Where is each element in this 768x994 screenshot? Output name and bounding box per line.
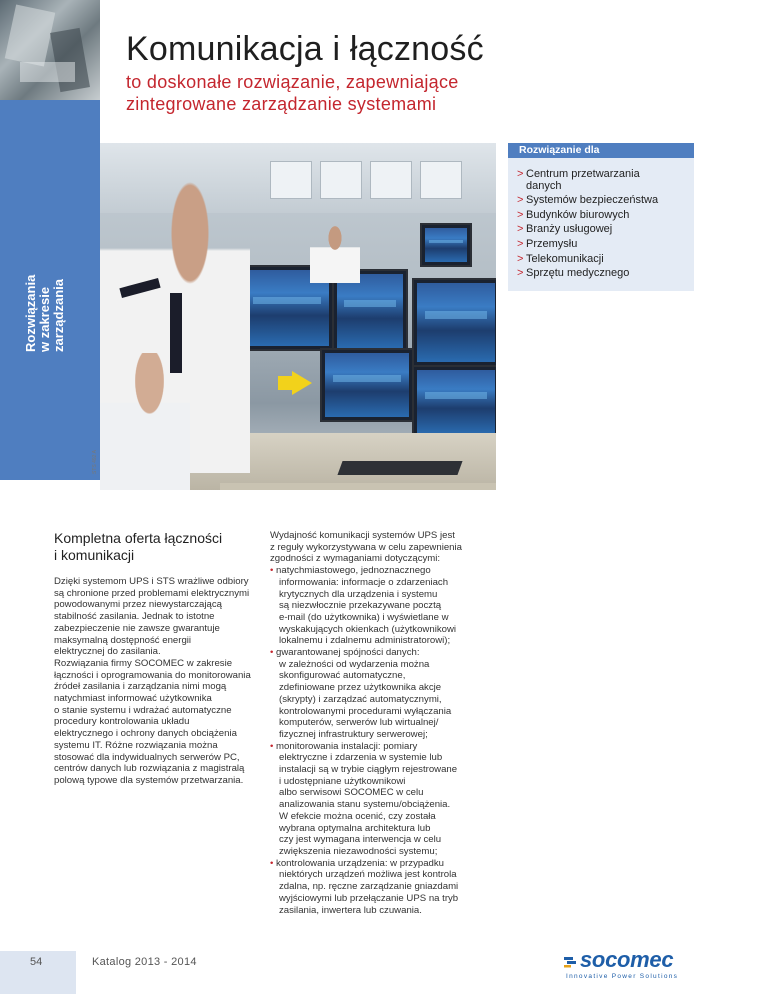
paragraph-line: z reguły wykorzystywana w celu zapewnienia <box>270 541 462 553</box>
paragraph-line: natychmiast informować użytkownika <box>54 693 212 705</box>
page-number: 54 <box>30 956 43 968</box>
bullet-line: • gwarantowanej spójności danych: <box>270 647 420 659</box>
bullet-item <box>270 858 478 917</box>
header-photo <box>0 0 100 100</box>
paragraph-line: elektrycznego i ochrony danych obciążenia <box>54 728 237 740</box>
paragraph-line: stosować dla indywidualnych serwerów PC, <box>54 751 240 763</box>
list-item: > Branży usługowej <box>517 223 613 236</box>
paragraph-line: są chronione przed problemami elektrycznymi <box>54 587 250 599</box>
bullet-line: czy jest wymagana interwencja w celu <box>279 834 442 846</box>
section-title-line: Kompletna oferta łączności <box>54 530 223 546</box>
bullet-line: zdefiniowane przez użytkownika akcje <box>279 682 442 694</box>
bullet-line: • monitorowania instalacji: pomiary <box>270 740 418 752</box>
bullet-line: e-mail (do użytkownika) i wyświetlane w <box>279 611 449 623</box>
bullet-line: i udostępniane użytkownikowi <box>279 775 406 787</box>
subtitle-line: to doskonałe rozwiązanie, zapewniające <box>126 72 459 92</box>
bullet-line: wyjściowymi lub przełączanie UPS na tryb <box>279 892 459 904</box>
paragraph-line: systemu IT. Różne rozwiązania można <box>54 739 218 751</box>
bullet-item <box>270 647 478 741</box>
paragraph-line: o stanie systemu i wdrażać automatyczne <box>54 704 232 716</box>
bullet-line: informowania: informacje o zdarzeniach <box>279 576 449 588</box>
paragraph-line: Dzięki systemom UPS i STS wrażliwe odbiory <box>54 576 249 587</box>
paragraph-line: źródeł zasilania i zarządzania nimi mogą <box>54 681 227 693</box>
paragraph-line: centrów danych lub rozwiązania z magistralą <box>54 763 245 775</box>
side-tab-line: w zakresie <box>37 286 52 352</box>
side-tab-label <box>24 275 66 352</box>
paragraph-line: powodowanymi przez niewystarczającą <box>54 599 222 611</box>
bullet-line: wybrana optymalna architektura lub <box>279 822 431 834</box>
logo-mark-icon <box>564 954 578 968</box>
paragraph-line: zabezpieczenie nie zawsze gwarantuje <box>54 622 220 634</box>
paragraph-line: łączności i oprogramowania do monitorowania <box>54 669 251 681</box>
chevron-right-icon: > <box>517 267 524 280</box>
bullet-icon: • <box>270 740 277 752</box>
bullet-line: zdalna, np. ręczne zarządzanie gniazdami <box>279 881 459 893</box>
bullet-icon: • <box>270 857 277 869</box>
list-item: > Systemów bezpieczeństwa <box>517 194 659 207</box>
bullet-icon: • <box>270 647 277 659</box>
subtitle-line: zintegrowane zarządzanie systemami <box>126 94 437 114</box>
logo-word: socomec <box>580 947 674 972</box>
right-column <box>270 530 478 916</box>
socomec-logo <box>562 949 702 989</box>
left-column <box>54 530 258 787</box>
chevron-right-icon: > <box>517 237 524 250</box>
chevron-right-icon: > <box>517 223 524 236</box>
paragraph-line: Wydajność komunikacji systemów UPS jest <box>270 530 455 541</box>
bullet-line: są niezwłocznie przekazywane pocztą <box>279 600 442 612</box>
paragraph-line: maksymalną dostępność energii <box>54 634 192 646</box>
chevron-right-icon: > <box>517 194 524 207</box>
left-paragraph <box>54 576 258 787</box>
paragraph-line: polową typowe dla systemów przetwarzania. <box>54 774 244 786</box>
bullet-line: skonfigurować automatyczne, <box>279 670 406 682</box>
page-subtitle <box>126 71 459 115</box>
side-tab-line: Rozwiązania <box>23 274 38 352</box>
bullet-line: niektórych urządzeń możliwa jest kontrola <box>279 869 457 881</box>
photo-code: STS 492 A <box>92 450 98 474</box>
bullet-line: fizycznej infrastruktury serwerowej; <box>279 728 428 740</box>
list-item: > Przemysłu <box>517 237 578 250</box>
section-title <box>54 530 258 564</box>
list-item: > Telekomunikacji <box>517 252 604 265</box>
bullet-item <box>270 565 478 647</box>
catalog-label: Katalog 2013 - 2014 <box>92 956 197 968</box>
bullet-line: komputerów, serwerów lub wirtualnej/ <box>279 717 439 729</box>
bullet-list <box>270 565 478 916</box>
bullet-line: zasilania, inwertera lub czuwania. <box>279 904 422 916</box>
paragraph-line: Rozwiązania firmy SOCOMEC w zakresie <box>54 657 233 669</box>
bullet-line: analizowania stanu systemu/obciążenia. <box>279 799 451 811</box>
paragraph-line: elektrycznej do zasilania. <box>54 646 161 658</box>
control-room-photo <box>100 143 496 490</box>
paragraph-line: stabilność zasilania. Jednak to istotne <box>54 611 215 623</box>
bullet-item <box>270 741 478 858</box>
side-tab <box>0 100 100 480</box>
bullet-line: lokalnemu i zdalnemu administratorowi); <box>279 635 451 647</box>
section-title-line: i komunikacji <box>54 547 135 563</box>
bullet-line: • natychmiastowego, jednoznacznego <box>270 565 431 577</box>
bullet-line: instalacji są w trybie ciągłym rejestrowane <box>279 764 458 776</box>
solutions-heading: Rozwiązanie dla <box>508 143 694 158</box>
list-item: > Centrum przetwarzania danych <box>517 168 640 192</box>
paragraph-line: zgodności z wymaganiami dotyczącymi: <box>270 553 441 565</box>
page-title: Komunikacja i łączność <box>126 30 484 68</box>
solutions-list <box>508 158 694 280</box>
solutions-box <box>508 143 694 291</box>
paragraph-line: procedury kontrolowania układu <box>54 716 190 728</box>
bullet-line: zwiększenia niezawodności systemu; <box>279 845 438 857</box>
bullet-line: elektryczne i zdarzenia w systemie lub <box>279 752 443 764</box>
bullet-line: W efekcie można ocenić, czy została <box>279 810 436 822</box>
bullet-line: w zależności od wydarzenia można <box>279 658 430 670</box>
bullet-line: albo serwisowi SOCOMEC w celu <box>279 787 424 799</box>
bullet-icon: • <box>270 565 277 577</box>
chevron-right-icon: > <box>517 252 524 265</box>
side-tab-line: zarządzania <box>51 279 66 352</box>
chevron-right-icon: > <box>517 208 524 221</box>
list-item: > Sprzętu medycznego <box>517 267 630 280</box>
bullet-line: krytycznych dla urządzenia i systemu <box>279 588 438 600</box>
bullet-line: (skrypty) i zarządzać automatycznymi, <box>279 693 442 705</box>
bullet-line: • kontrolowania urządzenia: w przypadku <box>270 857 445 869</box>
right-intro <box>270 530 478 565</box>
logo-tagline: Innovative Power Solutions <box>566 973 679 980</box>
bullet-line: wyskakujących okienkach (użytkownikowi <box>279 623 457 635</box>
list-item: > Budynków biurowych <box>517 208 630 221</box>
bullet-line: kontrolowanymi procedurami wyłączania <box>279 705 452 717</box>
chevron-right-icon: > <box>517 168 524 180</box>
